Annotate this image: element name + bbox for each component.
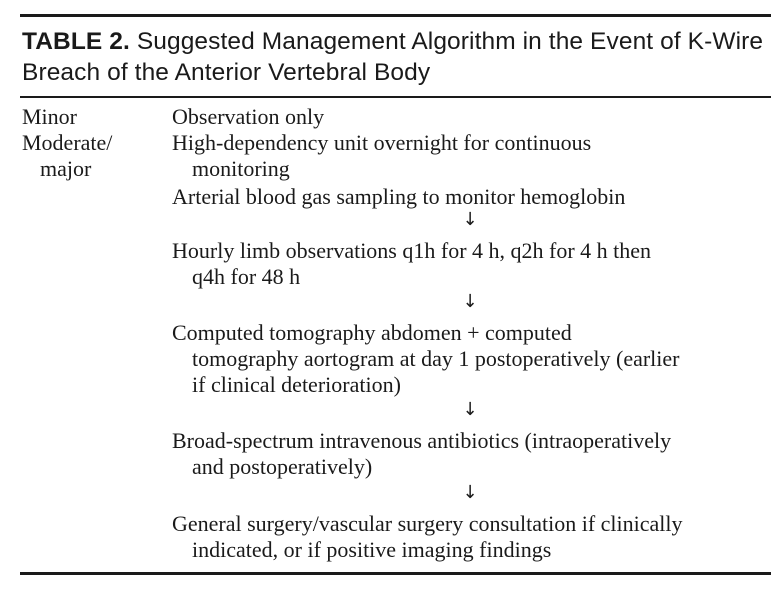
table-title [22, 26, 767, 88]
step-line-continued: if clinical deterioration) [192, 372, 401, 397]
step-ct-imaging [172, 320, 768, 398]
action-observation-text: Observation only [172, 104, 325, 129]
step-line-continued: indicated, or if positive imaging findings [192, 537, 552, 562]
down-arrow-icon: ↓ [462, 209, 478, 230]
table-label: TABLE 2. [22, 28, 130, 55]
step-hdu-monitoring [172, 130, 768, 182]
step-antibiotics [172, 428, 768, 480]
table-title-text: Suggested Management Algorithm in the Event of K-Wire Breach of the Anterior Vertebral Body [22, 28, 764, 86]
step-line-continued: and postoperatively) [192, 454, 373, 479]
severity-minor: Minor [22, 104, 77, 129]
step-line: Broad-spectrum intravenous antibiotics (intraoperatively [172, 428, 672, 453]
step-line: Arterial blood gas sampling to monitor hemoglobin [172, 184, 626, 209]
step-line-continued: monitoring [192, 156, 290, 181]
down-arrow-icon: ↓ [462, 399, 478, 420]
severity-major: major [40, 156, 92, 181]
top-rule [20, 14, 771, 17]
action-observation [172, 104, 768, 130]
step-line: High-dependency unit overnight for continuous [172, 130, 592, 155]
bottom-rule [20, 572, 771, 575]
header-rule [20, 96, 771, 98]
down-arrow-icon: ↓ [462, 482, 478, 503]
step-limb-observations [172, 238, 768, 290]
step-line: Hourly limb observations q1h for 4 h, q2h for 4 h then [172, 238, 652, 263]
down-arrow-icon: ↓ [462, 291, 478, 312]
step-line-continued: tomography aortogram at day 1 postoperatively (earlier [192, 346, 680, 371]
step-line: General surgery/vascular surgery consultation if clinically [172, 511, 683, 536]
step-blood-gas [172, 184, 768, 210]
step-line: Computed tomography abdomen + computed [172, 320, 572, 345]
step-surgical-consultation [172, 511, 768, 563]
severity-moderate: Moderate/ [22, 130, 113, 155]
step-line-continued: q4h for 48 h [192, 264, 301, 289]
